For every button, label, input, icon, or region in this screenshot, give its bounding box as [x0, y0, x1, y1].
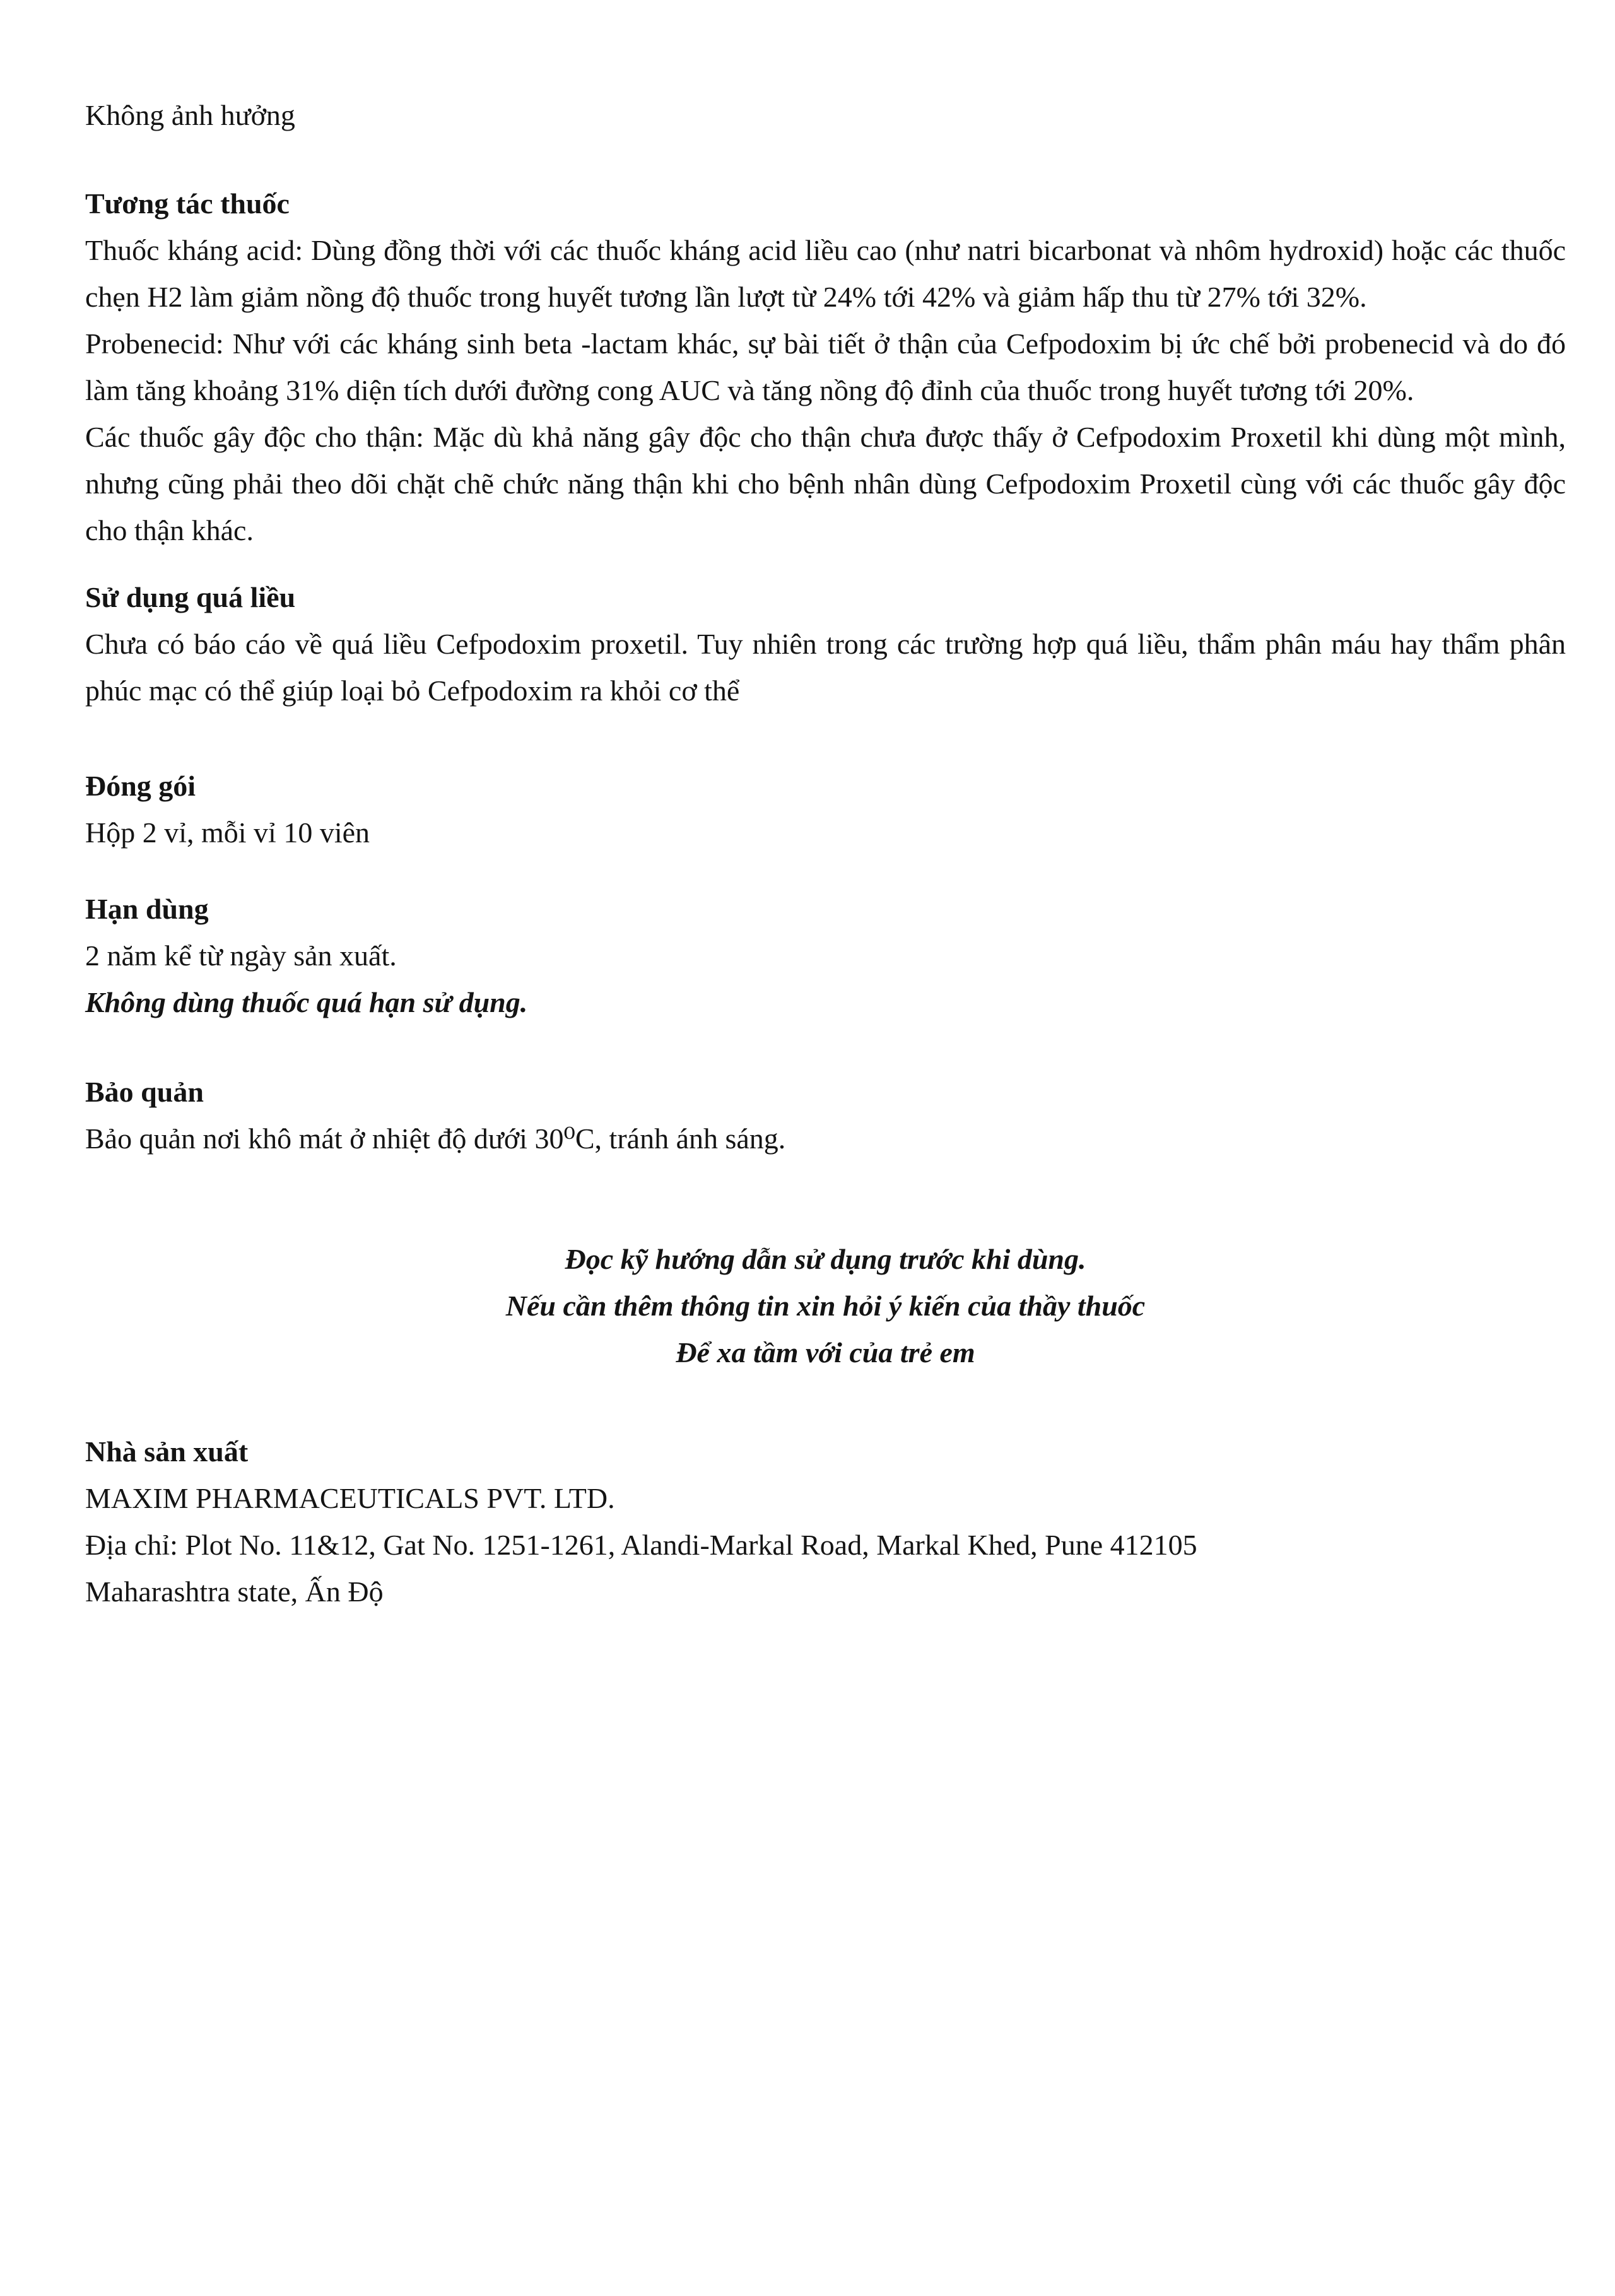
- note-no-effect: Không ảnh hưởng: [85, 99, 295, 131]
- section-storage: [85, 1069, 1566, 1162]
- heading-drug-interactions: Tương tác thuốc: [85, 187, 290, 220]
- paragraph-packaging: Hộp 2 vỉ, mỗi vỉ 10 viên: [85, 816, 370, 849]
- paragraph-antacids: Thuốc kháng acid: Dùng đồng thời với các thuốc kháng acid liều cao (như natri bicarbonat và nhôm hydroxid) hoặc các thuốc chẹn H2 làm giảm nồng độ thuốc trong huyết tương lần lượt từ 24% tới 42% và giảm hấp thu từ 27% tới 32%.: [85, 234, 1566, 313]
- paragraph-probenecid: Probenecid: Như với các kháng sinh beta -lactam khác, sự bài tiết ở thận của Cefpodoxim bị ức chế bởi probenecid và do đó làm tăng khoảng 31% diện tích dưới đường cong AUC và tăng nồng độ đỉnh của thuốc trong huyết tương tới 20%.: [85, 327, 1566, 406]
- section-shelf-life: [85, 886, 1566, 1026]
- manufacturer-address-line2: Maharashtra state, Ấn Độ: [85, 1575, 384, 1608]
- heading-manufacturer: Nhà sản xuất: [85, 1435, 249, 1468]
- manufacturer-name: MAXIM PHARMACEUTICALS PVT. LTD.: [85, 1482, 615, 1514]
- section-overdose: [85, 574, 1566, 714]
- manufacturer-address-line1: Địa chỉ: Plot No. 11&12, Gat No. 1251-1261, Alandi-Markal Road, Markal Khed, Pune 412105: [85, 1529, 1197, 1561]
- heading-overdose: Sử dụng quá liều: [85, 581, 296, 613]
- section-drug-interactions: [85, 180, 1566, 554]
- advisory-keep-away-children: Để xa tầm với của trẻ em: [676, 1336, 975, 1369]
- paragraph-storage: Bảo quản nơi khô mát ở nhiệt độ dưới 30⁰C, tránh ánh sáng.: [85, 1122, 786, 1155]
- section-manufacturer: [85, 1428, 1566, 1615]
- warning-expired-use: Không dùng thuốc quá hạn sử dụng.: [85, 986, 528, 1018]
- paragraph-nephrotoxic-drugs: Các thuốc gây độc cho thận: Mặc dù khả năng gây độc cho thận chưa được thấy ở Cefpodoxim Proxetil khi dùng một mình, nhưng cũng phải theo dõi chặt chẽ chức năng thận khi cho bệnh nhân dùng Cefpodoxim Proxetil cùng với các thuốc gây độc cho thận khác.: [85, 421, 1566, 546]
- heading-packaging: Đóng gói: [85, 770, 196, 802]
- advisory-ask-doctor: Nếu cần thêm thông tin xin hỏi ý kiến của thầy thuốc: [505, 1290, 1146, 1322]
- advisory-read-instructions: Đọc kỹ hướng dẫn sử dụng trước khi dùng.: [565, 1243, 1086, 1275]
- heading-storage: Bảo quản: [85, 1076, 204, 1108]
- advisory-block: [85, 1236, 1566, 1376]
- heading-shelf-life: Hạn dùng: [85, 893, 209, 925]
- paragraph-overdose: Chưa có báo cáo về quá liều Cefpodoxim proxetil. Tuy nhiên trong các trường hợp quá liều, thẩm phân máu hay thẩm phân phúc mạc có thể giúp loại bỏ Cefpodoxim ra khỏi cơ thể: [85, 628, 1566, 707]
- paragraph-shelf-life: 2 năm kể từ ngày sản xuất.: [85, 939, 397, 972]
- section-packaging: [85, 763, 1566, 856]
